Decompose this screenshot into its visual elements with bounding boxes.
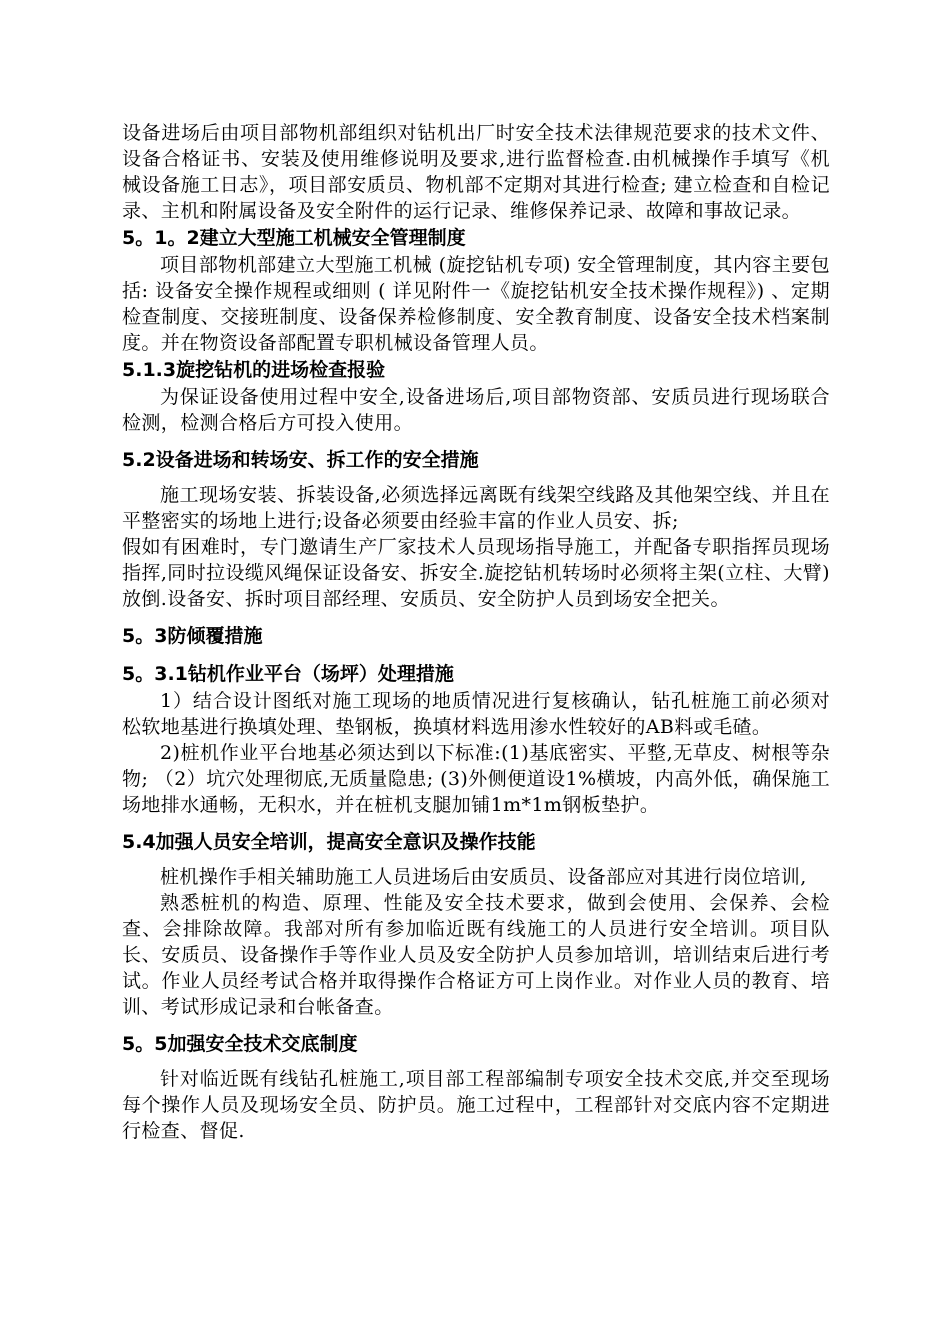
paragraph-entry-inspection: 为保证设备使用过程中安全,设备进场后,项目部物资部、安质员进行现场联合检测，检测合格后方可投入使用。	[122, 386, 830, 434]
document-body	[122, 120, 830, 1144]
heading-5-1-3: 5.1.3旋挖钻机的进场检查报验	[122, 359, 386, 381]
heading-5-1-2: 5。1。2建立大型施工机械安全管理制度	[122, 227, 466, 249]
paragraph-training-details: 熟悉桩机的构造、原理、性能及安全技术要求，做到会使用、会保养、会检查、会排除故障。我部对所有参加临近既有线施工的人员进行安全培训。项目队长、安质员、设备操作手等作业人员及安全防护人员参加培训，培训结束后进行考试。作业人员经考试合格并取得操作合格证方可上岗作业。对作业人员的教育、培训、考试形成记录和台帐备查。	[122, 892, 830, 1018]
paragraph-installation-site: 施工现场安装、拆装设备,必须选择远离既有线架空线路及其他架空线、并且在平整密实的场地上进行;设备必须要由经验丰富的作业人员安、拆;	[122, 484, 830, 532]
heading-5-2: 5.2设备进场和转场安、拆工作的安全措施	[122, 449, 479, 471]
paragraph-installation-guidance: 假如有困难时，专门邀请生产厂家技术人员现场指导施工，并配备专职指挥员现场指挥,同时拉设缆风绳保证设备安、拆安全.旋挖钻机转场时必须将主架(立柱、大臂)放倒.设备安、拆时项目部经理、安质员、安全防护人员到场安全把关。	[122, 536, 830, 610]
heading-5-4: 5.4加强人员安全培训，提高安全意识及操作技能	[122, 831, 536, 853]
heading-5-3-1: 5。3.1钻机作业平台（场坪）处理措施	[122, 663, 454, 685]
paragraph-technical-briefing: 针对临近既有线钻孔桩施工,项目部工程部编制专项安全技术交底,并交至现场每个操作人员及现场安全员、防护员。施工过程中，工程部针对交底内容不定期进行检查、督促.	[122, 1068, 830, 1142]
paragraph-training-intro: 桩机操作手相关辅助施工人员进场后由安质员、设备部应对其进行岗位培训,	[160, 866, 807, 888]
paragraph-foundation-check: 1）结合设计图纸对施工现场的地质情况进行复核确认，钻孔桩施工前必须对松软地基进行换填处理、垫钢板，换填材料选用渗水性较好的AB料或毛碴。	[122, 690, 830, 738]
heading-5-5: 5。5加强安全技术交底制度	[122, 1033, 358, 1055]
heading-5-3: 5。3防倾覆措施	[122, 625, 263, 647]
paragraph-equipment-entry: 设备进场后由项目部物机部组织对钻机出厂时安全技术法律规范要求的技术文件、设备合格证书、安装及使用维修说明及要求,进行监督检查.由机械操作手填写《机械设备施工日志》，项目部安质员、物机部不定期对其进行检查; 建立检查和自检记录、主机和附属设备及安全附件的运行记录、维修保养记录、故障和事故记录。	[122, 122, 830, 222]
paragraph-management-system: 项目部物机部建立大型施工机械 (旋挖钻机专项) 安全管理制度，其内容主要包括: 设备安全操作规程或细则 ( 详见附件一《旋挖钻机安全技术操作规程》) 、定期检查制度、交接班制度、设备保养检修制度、安全教育制度、设备安全技术档案制度。并在物资设备部配置专职机械设备管理人员。	[122, 254, 830, 354]
paragraph-platform-standards: 2)桩机作业平台地基必须达到以下标准:(1)基底密实、平整,无草皮、树根等杂物; （2）坑穴处理彻底,无质量隐患; (3)外侧便道设1%横坡，内高外低，确保施工场地排水通畅，无积水，并在桩机支腿加铺1m*1m钢板垫护。	[122, 742, 830, 816]
